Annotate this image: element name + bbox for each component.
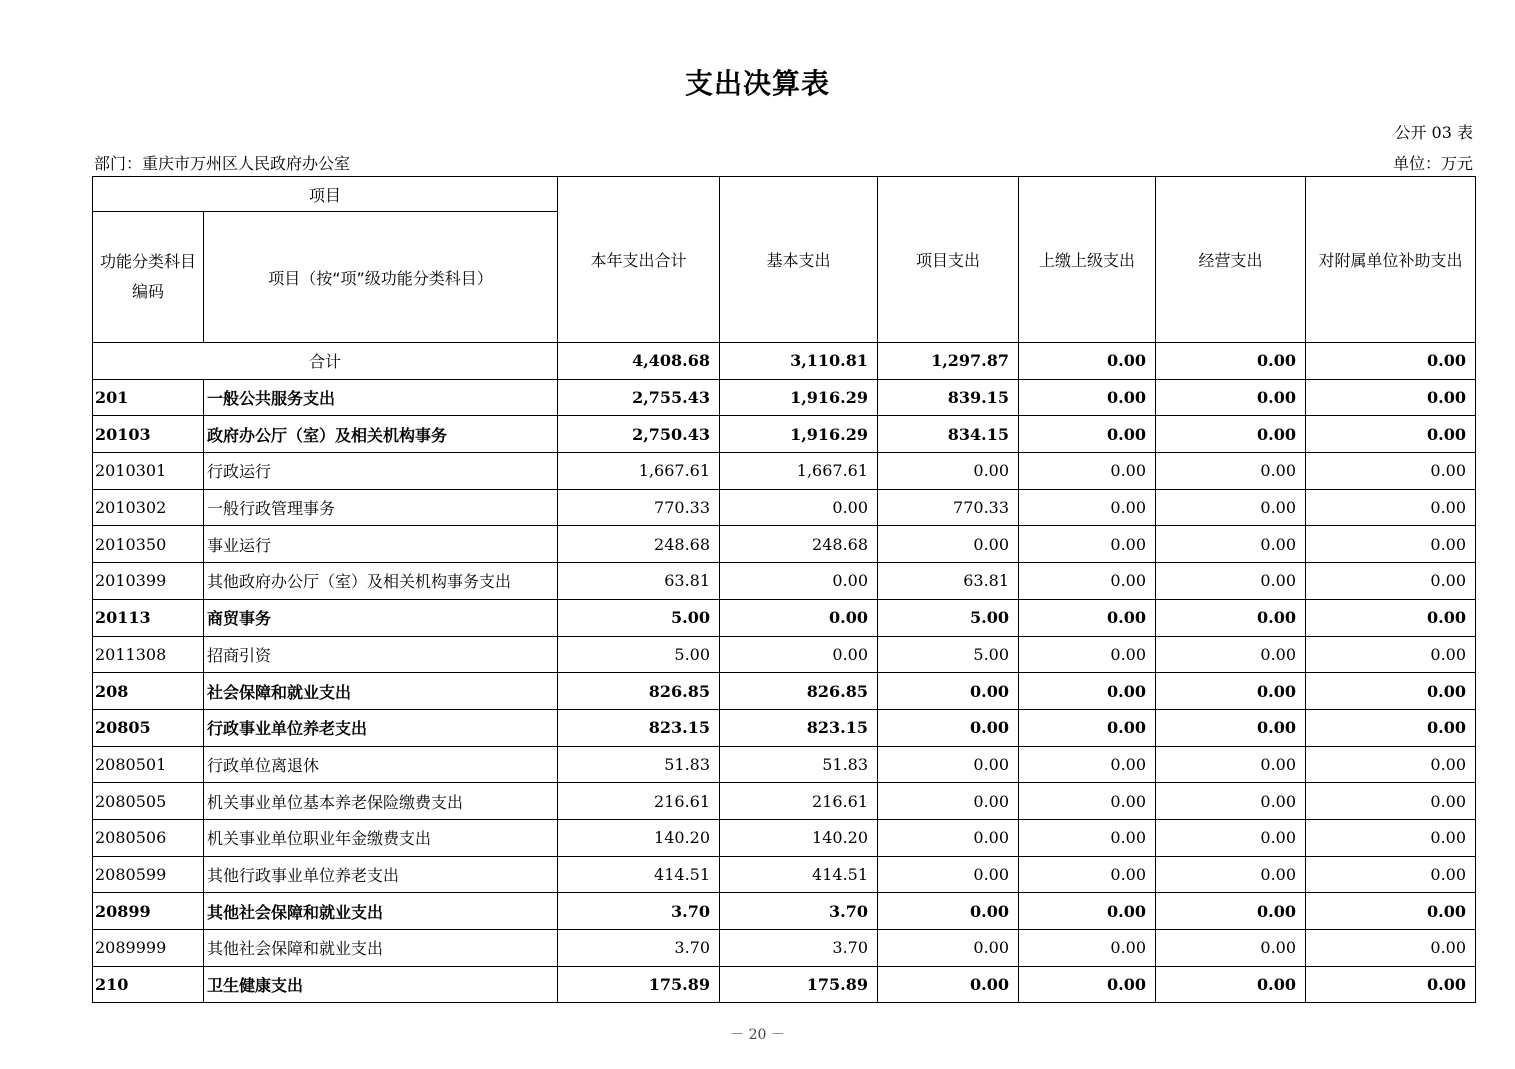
cell-code: 2010301	[93, 453, 204, 490]
cell-subsidy: 0.00	[1306, 819, 1476, 856]
cell-code: 2011308	[93, 636, 204, 673]
table-row	[93, 819, 1476, 856]
cell-operating: 0.00	[1156, 966, 1306, 1003]
cell-name: 招商引资	[204, 636, 558, 673]
cell-name: 行政单位离退休	[204, 746, 558, 783]
cell-upper: 0.00	[1019, 599, 1156, 636]
header-name: 项目（按“项”级功能分类科目）	[204, 212, 558, 343]
cell-operating: 0.00	[1156, 709, 1306, 746]
cell-basic: 826.85	[720, 673, 878, 710]
cell-basic: 1,667.61	[720, 453, 878, 490]
cell-subsidy: 0.00	[1306, 563, 1476, 600]
cell-subsidy: 0.00	[1306, 783, 1476, 820]
table-row	[93, 783, 1476, 820]
cell-name: 卫生健康支出	[204, 966, 558, 1003]
cell-total: 216.61	[558, 783, 720, 820]
header-upper: 上缴上级支出	[1019, 177, 1156, 343]
cell-basic: 0.00	[720, 599, 878, 636]
department-label: 部门：重庆市万州区人民政府办公室	[94, 154, 351, 173]
cell-code: 2080505	[93, 783, 204, 820]
cell-total: 3.70	[558, 893, 720, 930]
cell-code: 210	[93, 966, 204, 1003]
header-subsidy: 对附属单位补助支出	[1306, 177, 1476, 343]
cell-name: 政府办公厅（室）及相关机构事务	[204, 416, 558, 453]
cell-subsidy: 0.00	[1306, 673, 1476, 710]
cell-name: 其他行政事业单位养老支出	[204, 856, 558, 893]
table-row	[93, 893, 1476, 930]
table-row	[93, 966, 1476, 1003]
cell-project: 839.15	[878, 379, 1019, 416]
cell-project: 0.00	[878, 930, 1019, 967]
cell-basic: 1,916.29	[720, 379, 878, 416]
unit-label: 单位：万元	[1392, 154, 1473, 173]
cell-basic: 823.15	[720, 709, 878, 746]
total-cell-basic: 3,110.81	[720, 343, 878, 380]
table-row	[93, 673, 1476, 710]
cell-operating: 0.00	[1156, 673, 1306, 710]
cell-code: 2010399	[93, 563, 204, 600]
cell-subsidy: 0.00	[1306, 379, 1476, 416]
cell-upper: 0.00	[1019, 416, 1156, 453]
cell-upper: 0.00	[1019, 673, 1156, 710]
cell-project: 0.00	[878, 746, 1019, 783]
table-row	[93, 489, 1476, 526]
table-row	[93, 599, 1476, 636]
cell-operating: 0.00	[1156, 930, 1306, 967]
cell-upper: 0.00	[1019, 966, 1156, 1003]
cell-code: 20103	[93, 416, 204, 453]
cell-subsidy: 0.00	[1306, 489, 1476, 526]
cell-code: 201	[93, 379, 204, 416]
cell-total: 2,750.43	[558, 416, 720, 453]
cell-subsidy: 0.00	[1306, 599, 1476, 636]
cell-code: 2080501	[93, 746, 204, 783]
cell-code: 20805	[93, 709, 204, 746]
cell-project: 0.00	[878, 893, 1019, 930]
cell-upper: 0.00	[1019, 930, 1156, 967]
cell-name: 社会保障和就业支出	[204, 673, 558, 710]
cell-project: 5.00	[878, 599, 1019, 636]
cell-project: 0.00	[878, 709, 1019, 746]
table-row	[93, 563, 1476, 600]
total-label: 合计	[93, 343, 558, 380]
cell-basic: 140.20	[720, 819, 878, 856]
cell-project: 0.00	[878, 819, 1019, 856]
cell-operating: 0.00	[1156, 489, 1306, 526]
header-operating: 经营支出	[1156, 177, 1306, 343]
cell-code: 2010302	[93, 489, 204, 526]
cell-basic: 175.89	[720, 966, 878, 1003]
cell-project: 0.00	[878, 783, 1019, 820]
cell-total: 770.33	[558, 489, 720, 526]
cell-total: 51.83	[558, 746, 720, 783]
cell-operating: 0.00	[1156, 636, 1306, 673]
cell-upper: 0.00	[1019, 783, 1156, 820]
table-row	[93, 453, 1476, 490]
cell-total: 5.00	[558, 636, 720, 673]
page-title: 支出决算表	[684, 67, 830, 100]
cell-subsidy: 0.00	[1306, 930, 1476, 967]
cell-subsidy: 0.00	[1306, 453, 1476, 490]
cell-operating: 0.00	[1156, 856, 1306, 893]
cell-name: 机关事业单位职业年金缴费支出	[204, 819, 558, 856]
cell-subsidy: 0.00	[1306, 893, 1476, 930]
cell-upper: 0.00	[1019, 746, 1156, 783]
cell-operating: 0.00	[1156, 893, 1306, 930]
header-code: 功能分类科目编码	[93, 212, 204, 343]
cell-code: 2080506	[93, 819, 204, 856]
cell-total: 5.00	[558, 599, 720, 636]
cell-operating: 0.00	[1156, 379, 1306, 416]
cell-upper: 0.00	[1019, 453, 1156, 490]
cell-name: 其他社会保障和就业支出	[204, 930, 558, 967]
cell-project: 834.15	[878, 416, 1019, 453]
cell-basic: 248.68	[720, 526, 878, 563]
table-row	[93, 930, 1476, 967]
cell-project: 770.33	[878, 489, 1019, 526]
cell-subsidy: 0.00	[1306, 709, 1476, 746]
cell-subsidy: 0.00	[1306, 416, 1476, 453]
cell-code: 2089999	[93, 930, 204, 967]
cell-project: 0.00	[878, 856, 1019, 893]
cell-upper: 0.00	[1019, 489, 1156, 526]
cell-subsidy: 0.00	[1306, 966, 1476, 1003]
cell-total: 175.89	[558, 966, 720, 1003]
cell-name: 其他社会保障和就业支出	[204, 893, 558, 930]
cell-upper: 0.00	[1019, 526, 1156, 563]
cell-total: 823.15	[558, 709, 720, 746]
cell-operating: 0.00	[1156, 563, 1306, 600]
cell-code: 2080599	[93, 856, 204, 893]
page-number: － 20 －	[730, 1027, 785, 1043]
cell-project: 5.00	[878, 636, 1019, 673]
cell-code: 20899	[93, 893, 204, 930]
cell-name: 行政运行	[204, 453, 558, 490]
cell-basic: 51.83	[720, 746, 878, 783]
total-cell-operating: 0.00	[1156, 343, 1306, 380]
total-cell-project: 1,297.87	[878, 343, 1019, 380]
table-row	[93, 379, 1476, 416]
cell-subsidy: 0.00	[1306, 856, 1476, 893]
cell-total: 63.81	[558, 563, 720, 600]
table-row	[93, 416, 1476, 453]
cell-name: 一般行政管理事务	[204, 489, 558, 526]
cell-upper: 0.00	[1019, 563, 1156, 600]
table-row	[93, 746, 1476, 783]
cell-total: 248.68	[558, 526, 720, 563]
total-cell-upper: 0.00	[1019, 343, 1156, 380]
cell-basic: 0.00	[720, 489, 878, 526]
table-row	[93, 856, 1476, 893]
table-number: 公开 03 表	[1394, 123, 1473, 142]
cell-upper: 0.00	[1019, 893, 1156, 930]
cell-project: 0.00	[878, 966, 1019, 1003]
table-row	[93, 636, 1476, 673]
header-basic: 基本支出	[720, 177, 878, 343]
cell-total: 1,667.61	[558, 453, 720, 490]
cell-upper: 0.00	[1019, 819, 1156, 856]
cell-operating: 0.00	[1156, 746, 1306, 783]
cell-operating: 0.00	[1156, 783, 1306, 820]
total-cell-total: 4,408.68	[558, 343, 720, 380]
cell-operating: 0.00	[1156, 453, 1306, 490]
cell-total: 3.70	[558, 930, 720, 967]
cell-name: 机关事业单位基本养老保险缴费支出	[204, 783, 558, 820]
cell-basic: 0.00	[720, 563, 878, 600]
cell-name: 事业运行	[204, 526, 558, 563]
cell-subsidy: 0.00	[1306, 636, 1476, 673]
header-project-group: 项目	[93, 177, 558, 212]
cell-upper: 0.00	[1019, 709, 1156, 746]
cell-operating: 0.00	[1156, 526, 1306, 563]
cell-project: 0.00	[878, 453, 1019, 490]
cell-project: 63.81	[878, 563, 1019, 600]
cell-name: 其他政府办公厅（室）及相关机构事务支出	[204, 563, 558, 600]
cell-code: 2010350	[93, 526, 204, 563]
table-row	[93, 709, 1476, 746]
cell-project: 0.00	[878, 673, 1019, 710]
total-cell-subsidy: 0.00	[1306, 343, 1476, 380]
cell-upper: 0.00	[1019, 636, 1156, 673]
cell-name: 商贸事务	[204, 599, 558, 636]
cell-total: 826.85	[558, 673, 720, 710]
cell-operating: 0.00	[1156, 819, 1306, 856]
cell-basic: 0.00	[720, 636, 878, 673]
header-total: 本年支出合计	[558, 177, 720, 343]
cell-total: 2,755.43	[558, 379, 720, 416]
cell-basic: 3.70	[720, 893, 878, 930]
cell-total: 414.51	[558, 856, 720, 893]
cell-code: 20113	[93, 599, 204, 636]
cell-project: 0.00	[878, 526, 1019, 563]
cell-operating: 0.00	[1156, 416, 1306, 453]
cell-basic: 414.51	[720, 856, 878, 893]
cell-basic: 1,916.29	[720, 416, 878, 453]
cell-subsidy: 0.00	[1306, 746, 1476, 783]
total-row	[93, 343, 1476, 380]
header-project: 项目支出	[878, 177, 1019, 343]
cell-code: 208	[93, 673, 204, 710]
cell-upper: 0.00	[1019, 379, 1156, 416]
cell-subsidy: 0.00	[1306, 526, 1476, 563]
table-row	[93, 526, 1476, 563]
cell-operating: 0.00	[1156, 599, 1306, 636]
cell-name: 行政事业单位养老支出	[204, 709, 558, 746]
cell-basic: 216.61	[720, 783, 878, 820]
cell-total: 140.20	[558, 819, 720, 856]
cell-upper: 0.00	[1019, 856, 1156, 893]
cell-basic: 3.70	[720, 930, 878, 967]
expenditure-table	[92, 176, 1476, 1003]
cell-name: 一般公共服务支出	[204, 379, 558, 416]
